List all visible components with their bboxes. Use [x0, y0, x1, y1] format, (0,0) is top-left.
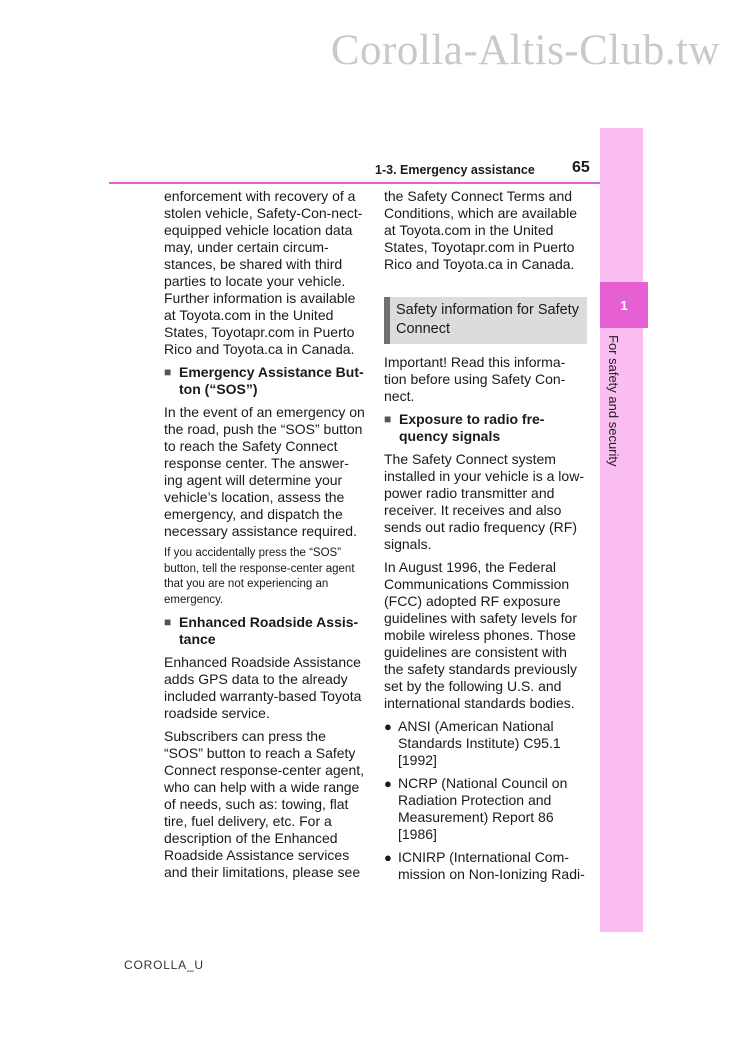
watermark: Corolla-Altis-Club.tw	[330, 27, 720, 74]
subheading	[164, 614, 367, 648]
bullet-dot-icon: ●	[384, 719, 392, 734]
subheading-text: Emergency Assistance But-ton (“SOS”)	[179, 364, 364, 397]
square-bullet-icon: ■	[164, 615, 172, 629]
chapter-label: For safety and security	[606, 335, 621, 467]
left-column	[164, 188, 367, 887]
bullet-dot-icon: ●	[384, 776, 392, 791]
subheading	[164, 364, 367, 398]
square-bullet-icon: ■	[384, 412, 392, 426]
footer-code: COROLLA_U	[124, 958, 204, 972]
paragraph: Subscribers can press the “SOS” button to reach a Safety Connect response-center agent, who can help with a wide range of needs, such as: towing, flat tire, fuel delivery, etc. For a description of the Enhanced Roadside Assistance services and their limitations, please see	[164, 728, 365, 880]
section-callout: Safety information for Safety Connect	[384, 297, 587, 344]
list-item-text: ANSI (American National Standards Institute) C95.1 [1992]	[398, 718, 561, 768]
subheading-text: Enhanced Roadside Assis-tance	[179, 614, 359, 647]
paragraph: Enhanced Roadside Assistance adds GPS data to the already included warranty-based Toyota roadside service.	[164, 654, 362, 721]
list-item	[384, 849, 587, 883]
note: If you accidentally press the “SOS” button, tell the response-center agent that you are not experiencing an emergency.	[164, 547, 355, 606]
paragraph: In the event of an emergency on the road, push the “SOS” button to reach the Safety Connect response center. The answer-ing agent will determine your vehicle’s location, assess the emergency, and dispatch the necessary assistance required.	[164, 404, 365, 539]
subheading	[384, 411, 587, 445]
paragraph: the Safety Connect Terms and Conditions, which are available at Toyota.com in the United States, Toyotapr.com in Puerto Rico and Toyota.ca in Canada.	[384, 188, 577, 272]
paragraph: In August 1996, the Federal Communications Commission (FCC) adopted RF exposure guidelines with safety levels for mobile wireless phones. Those guidelines are consistent with the safety standards previously set by the following U.S. and international standards bodies.	[384, 559, 577, 711]
paragraph: enforcement with recovery of a stolen vehicle, Safety-Con-nect-equipped vehicle location data may, under certain circum-stances, be shared with third parties to locate your vehicle. Further information is available at Toyota.com in the United States, Toyotapr.com in Puerto Rico and Toyota.ca in Canada.	[164, 188, 363, 357]
paragraph: The Safety Connect system installed in your vehicle is a low-power radio transmitter and receiver. It receives and also sends out radio frequency (RF) signals.	[384, 451, 584, 552]
chapter-side-tab	[600, 128, 643, 932]
header-divider	[109, 182, 600, 184]
right-column	[384, 188, 587, 889]
chapter-number: 1	[600, 282, 648, 328]
list-item-text: ICNIRP (International Com-mission on Non-Ionizing Radi-	[398, 849, 585, 882]
list-item	[384, 775, 587, 843]
page-number: 65	[572, 159, 590, 176]
list-item-text: NCRP (National Council on Radiation Protection and Measurement) Report 86 [1986]	[398, 775, 568, 842]
bullet-dot-icon: ●	[384, 850, 392, 865]
subheading-text: Exposure to radio fre-quency signals	[399, 411, 545, 444]
list-item	[384, 718, 587, 769]
section-title: 1-3. Emergency assistance	[375, 163, 535, 177]
square-bullet-icon: ■	[164, 365, 172, 379]
paragraph: Important! Read this informa-tion before using Safety Con-nect.	[384, 354, 566, 404]
